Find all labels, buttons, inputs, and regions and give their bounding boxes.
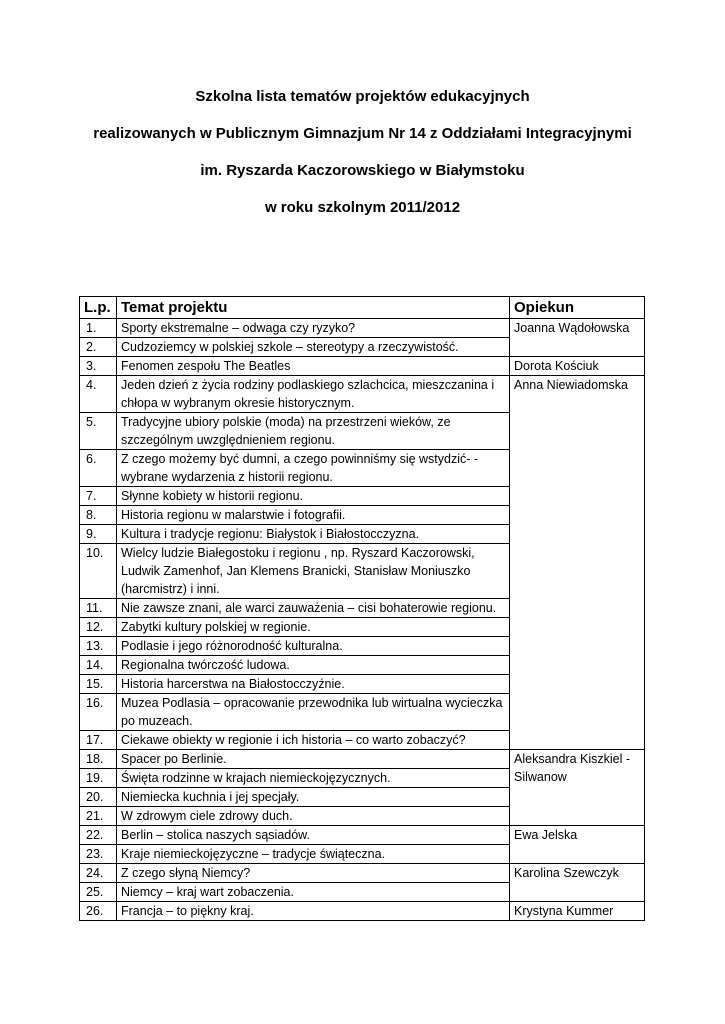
project-topic: Cudzoziemcy w polskiej szkole – stereotypy a rzeczywistość.	[117, 338, 510, 357]
document-title	[0, 88, 725, 236]
row-number: 8.	[80, 506, 117, 525]
project-topic: Ciekawe obiekty w regionie i ich historia – co warto zobaczyć?	[117, 731, 510, 750]
project-topic: Francja – to piękny kraj.	[117, 902, 510, 921]
row-number: 11.	[80, 599, 117, 618]
table-row	[80, 750, 645, 769]
project-topic: Zabytki kultury polskiej w regionie.	[117, 618, 510, 637]
project-topic: Niemcy – kraj wart zobaczenia.	[117, 883, 510, 902]
row-number: 3.	[80, 357, 117, 376]
project-topic: Tradycyjne ubiory polskie (moda) na przestrzeni wieków, ze szczególnym uwzględnieniem regionu.	[117, 413, 510, 450]
header-topic: Temat projektu	[117, 297, 510, 319]
tutor-cell: Ewa Jelska	[510, 826, 645, 864]
title-line-1: Szkolna lista tematów projektów edukacyjnych	[195, 88, 530, 105]
row-number: 23.	[80, 845, 117, 864]
project-topic: Kultura i tradycje regionu: Białystok i Białostocczyzna.	[117, 525, 510, 544]
row-number: 18.	[80, 750, 117, 769]
row-number: 2.	[80, 338, 117, 357]
table-row	[80, 864, 645, 883]
tutor-cell: Joanna Wądołowska	[510, 319, 645, 357]
tutor-cell: Karolina Szewczyk	[510, 864, 645, 902]
row-number: 1.	[80, 319, 117, 338]
row-number: 15.	[80, 675, 117, 694]
row-number: 5.	[80, 413, 117, 450]
row-number: 21.	[80, 807, 117, 826]
row-number: 13.	[80, 637, 117, 656]
project-topic: W zdrowym ciele zdrowy duch.	[117, 807, 510, 826]
project-topic: Sporty ekstremalne – odwaga czy ryzyko?	[117, 319, 510, 338]
row-number: 24.	[80, 864, 117, 883]
tutor-cell: Krystyna Kummer	[510, 902, 645, 921]
row-number: 16.	[80, 694, 117, 731]
row-number: 22.	[80, 826, 117, 845]
project-topic: Słynne kobiety w historii regionu.	[117, 487, 510, 506]
table-header-row	[80, 297, 645, 319]
project-topic: Historia harcerstwa na Białostocczyźnie.	[117, 675, 510, 694]
row-number: 7.	[80, 487, 117, 506]
table-row	[80, 319, 645, 338]
row-number: 17.	[80, 731, 117, 750]
project-topic: Regionalna twórczość ludowa.	[117, 656, 510, 675]
table-row	[80, 376, 645, 413]
row-number: 14.	[80, 656, 117, 675]
project-topic: Historia regionu w malarstwie i fotografii.	[117, 506, 510, 525]
project-topic: Z czego możemy być dumni, a czego powinniśmy się wstydzić- - wybrane wydarzenia z historii regionu.	[117, 450, 510, 487]
row-number: 19.	[80, 769, 117, 788]
row-number: 10.	[80, 544, 117, 599]
project-topic: Muzea Podlasia – opracowanie przewodnika lub wirtualna wycieczka po muzeach.	[117, 694, 510, 731]
row-number: 4.	[80, 376, 117, 413]
project-topic: Jeden dzień z życia rodziny podlaskiego szlachcica, mieszczanina i chłopa w wybranym okresie historycznym.	[117, 376, 510, 413]
project-topic: Z czego słyną Niemcy?	[117, 864, 510, 883]
project-topic: Nie zawsze znani, ale warci zauważenia – cisi bohaterowie regionu.	[117, 599, 510, 618]
projects-table	[79, 296, 645, 921]
row-number: 9.	[80, 525, 117, 544]
project-topic: Kraje niemieckojęzyczne – tradycje świąteczna.	[117, 845, 510, 864]
header-tutor: Opiekun	[510, 297, 645, 319]
header-lp: L.p.	[80, 297, 117, 319]
table-row	[80, 902, 645, 921]
title-line-4: w roku szkolnym 2011/2012	[264, 199, 461, 216]
row-number: 25.	[80, 883, 117, 902]
row-number: 6.	[80, 450, 117, 487]
row-number: 20.	[80, 788, 117, 807]
project-topic: Berlin – stolica naszych sąsiadów.	[117, 826, 510, 845]
table-row	[80, 357, 645, 376]
project-topic: Święta rodzinne w krajach niemieckojęzycznych.	[117, 769, 510, 788]
tutor-cell: Aleksandra Kiszkiel - Silwanow	[510, 750, 645, 826]
title-line-3: im. Ryszarda Kaczorowskiego w Białymstoku	[200, 162, 525, 179]
project-topic: Fenomen zespołu The Beatles	[117, 357, 510, 376]
row-number: 26.	[80, 902, 117, 921]
project-topic: Wielcy ludzie Białegostoku i regionu , np. Ryszard Kaczorowski, Ludwik Zamenhof, Jan Klemens Branicki, Stanisław Moniuszko (harcmistrz) i inni.	[117, 544, 510, 599]
title-line-2: realizowanych w Publicznym Gimnazjum Nr 14 z Oddziałami Integracyjnymi	[93, 125, 632, 142]
tutor-cell: Dorota Kościuk	[510, 357, 645, 376]
project-topic: Podlasie i jego różnorodność kulturalna.	[117, 637, 510, 656]
table-row	[80, 826, 645, 845]
project-topic: Spacer po Berlinie.	[117, 750, 510, 769]
row-number: 12.	[80, 618, 117, 637]
project-topic: Niemiecka kuchnia i jej specjały.	[117, 788, 510, 807]
tutor-cell: Anna Niewiadomska	[510, 376, 645, 750]
